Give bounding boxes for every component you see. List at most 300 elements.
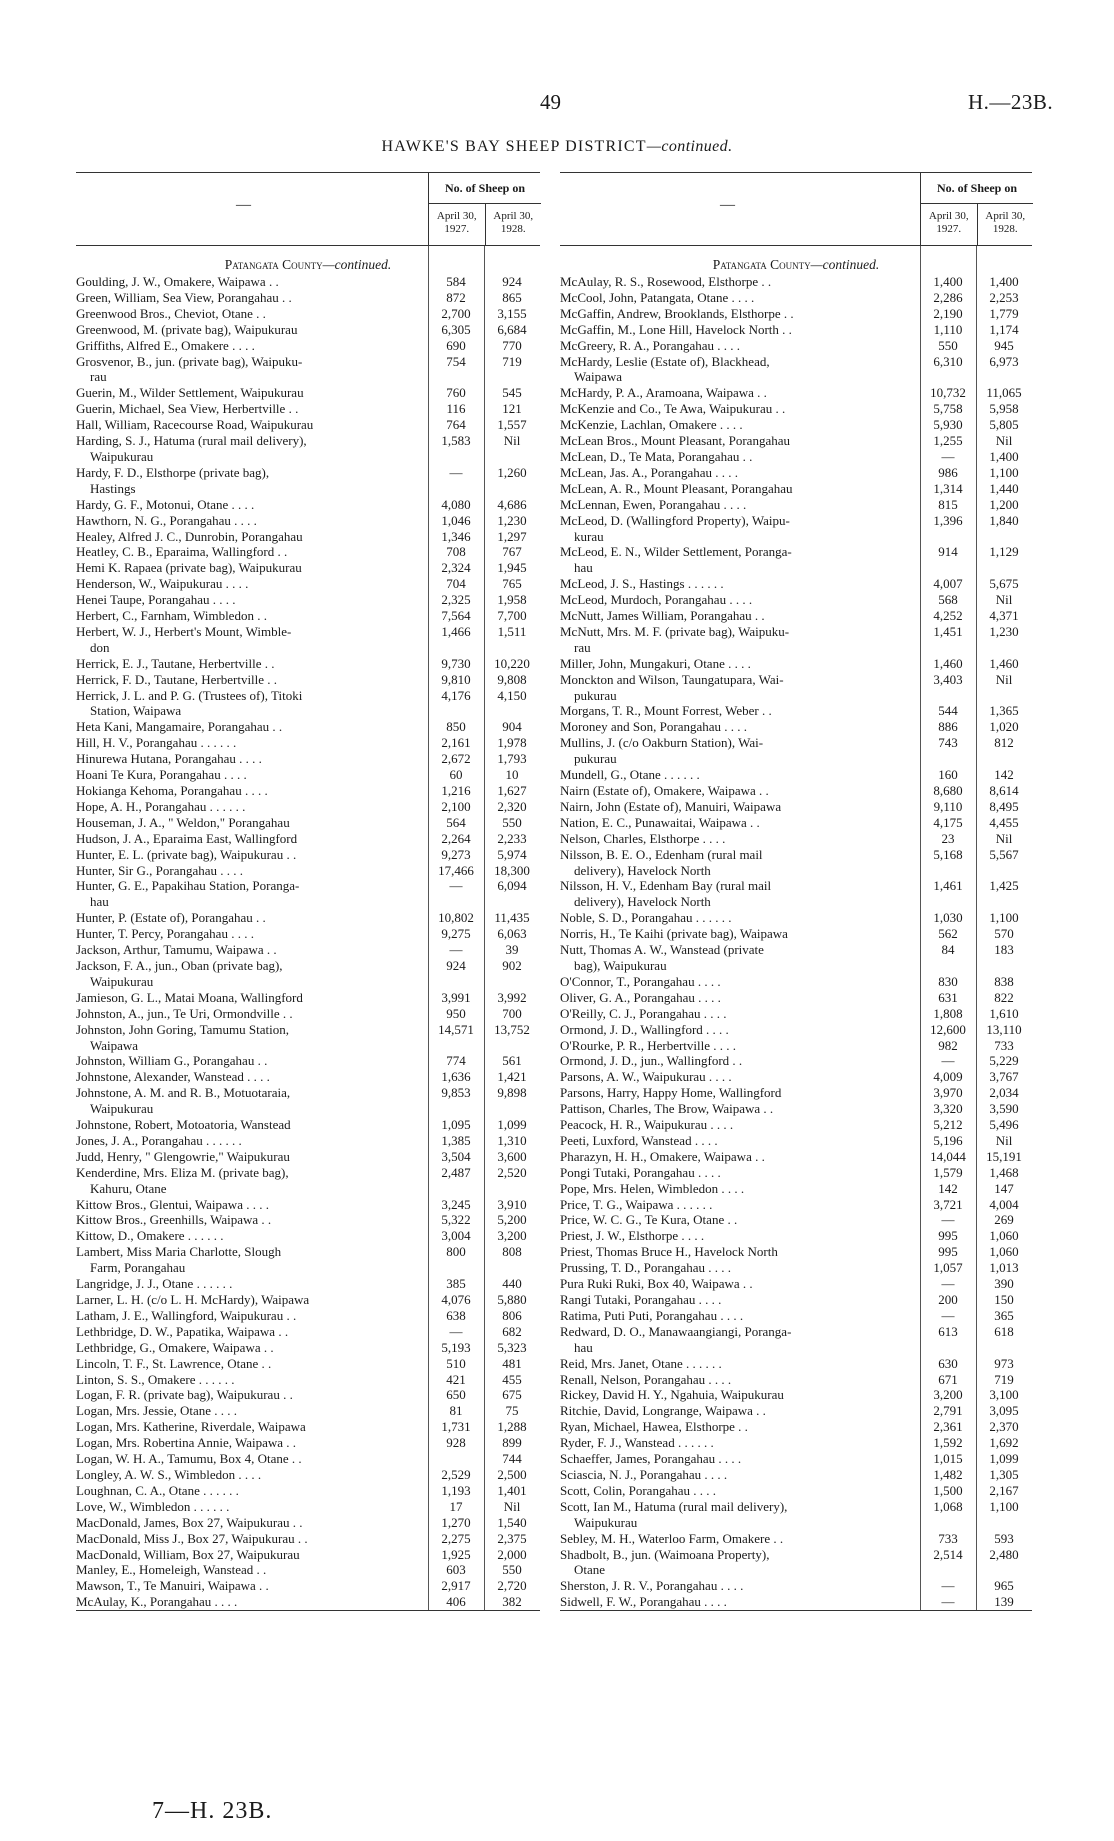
sheep-1928-value: 838 (994, 973, 1014, 989)
sheep-1927-value: 1,482 (933, 1466, 963, 1482)
sheep-1928-value: 904 (502, 719, 522, 735)
owner-name-address: Peeti, Luxford, Wanstead . . . . (560, 1132, 718, 1148)
owner-name-address: Ormond, J. D., Wallingford . . . . (560, 1021, 729, 1037)
sheep-1927-value: 3,991 (441, 989, 471, 1005)
owner-name-address: Jones, J. A., Porangahau . . . . . . (76, 1132, 242, 1148)
owner-name-address: Greenwood, M. (private bag), Waipukurau (76, 321, 298, 337)
sheep-1927-value: 1,451 (933, 623, 963, 639)
sheep-1928-value: 1,540 (497, 1514, 527, 1530)
owner-name-address: McNutt, Mrs. M. F. (private bag), Waipuku- rau (560, 623, 790, 655)
sheep-1928-value: 3,155 (497, 305, 527, 321)
sheep-1928-value: 1,557 (497, 417, 527, 433)
sheep-1928-value: 2,000 (497, 1546, 527, 1562)
sheep-1927-value: 17 (449, 1498, 463, 1514)
sheep-1927-value: 1,015 (933, 1451, 963, 1467)
table-row (76, 910, 540, 926)
sheep-1928-value: 1,099 (989, 1451, 1019, 1467)
owner-name-address: O'Reilly, C. J., Porangahau . . . . (560, 1005, 727, 1021)
table-row (76, 1419, 540, 1435)
sheep-1928-value: 1,421 (497, 1069, 527, 1085)
sheep-1927-value: 4,007 (933, 576, 963, 592)
owner-name-address: Hinurewa Hutana, Porangahau . . . . (76, 751, 262, 767)
sheep-1927-value: 631 (938, 989, 958, 1005)
table-row (76, 322, 540, 338)
sheep-1927-value: 1,636 (441, 1069, 471, 1085)
sheep-1927-value: 2,514 (933, 1546, 963, 1562)
sheep-1928-value: 6,094 (497, 878, 527, 894)
owner-name-address: Hemi K. Rapaea (private bag), Waipukurau (76, 560, 302, 576)
owner-name-address: Monckton and Wilson, Taungatupara, Wai- pukurau (560, 671, 784, 703)
owner-name-address: McLean, D., Te Mata, Porangahau . . (560, 448, 753, 464)
sheep-1928-value: 390 (994, 1276, 1014, 1292)
owner-name-address: Guerin, M., Wilder Settlement, Waipukurau (76, 385, 304, 401)
owner-name-address: Herbert, W. J., Herbert's Mount, Wimble- don (76, 623, 292, 655)
owner-name-address: McCool, John, Patangata, Otane . . . . (560, 289, 755, 305)
sheep-1928-value: 5,567 (989, 846, 1019, 862)
sheep-1928-value: 1,511 (497, 623, 527, 639)
table-row (76, 767, 540, 783)
sheep-1927-value: 17,466 (438, 862, 474, 878)
sheep-1927-value: 5,322 (441, 1212, 471, 1228)
table-row (560, 1260, 1032, 1276)
right-table-header (560, 172, 1032, 246)
sheep-1928-value: 481 (502, 1355, 522, 1371)
sheep-1928-value: 3,767 (989, 1069, 1019, 1085)
table-row (76, 1531, 540, 1547)
sheep-1927-value: — (449, 878, 463, 894)
left-table-body (76, 246, 540, 1611)
table-row (560, 1578, 1032, 1594)
sheep-1928-value: 1,129 (989, 544, 1019, 560)
table-row (76, 385, 540, 401)
right-table-body (560, 246, 1032, 1611)
sheep-1928-value: 121 (502, 401, 522, 417)
owner-name-address: Sidwell, F. W., Porangahau . . . . (560, 1594, 727, 1610)
table-row (76, 608, 540, 624)
owner-name-address: Pura Ruki Ruki, Box 40, Waipawa . . (560, 1276, 753, 1292)
owner-name-address: Logan, Mrs. Jessie, Otane . . . . (76, 1403, 238, 1419)
table-row (560, 1419, 1032, 1435)
table-row (76, 942, 540, 958)
sheep-1928-value: 719 (502, 353, 522, 369)
sheep-1927-value: 3,200 (933, 1387, 963, 1403)
owner-name-address: Jackson, Arthur, Tamumu, Waipawa . . (76, 942, 277, 958)
owner-name-address: Harding, S. J., Hatuma (rural mail delivery), Waipukurau (76, 433, 307, 464)
table-row (560, 1308, 1032, 1324)
sheep-1927-value: 1,400 (933, 274, 963, 289)
owner-name-address: Logan, F. R. (private bag), Waipukurau . . (76, 1387, 293, 1403)
sheep-1927-value: — (941, 1307, 955, 1323)
sheep-1928-value: 8,614 (989, 783, 1019, 798)
sheep-1928-value: 13,752 (494, 1021, 530, 1037)
title-continued: —continued. (646, 138, 733, 155)
table-row (76, 1228, 540, 1244)
sheep-1928-value: 1,692 (989, 1435, 1019, 1451)
table-row (76, 1356, 540, 1372)
owner-name-address: Logan, W. H. A., Tamumu, Box 4, Otane . . (76, 1451, 302, 1467)
sheep-1928-value: 3,100 (989, 1387, 1019, 1403)
owner-name-address: McLeod, J. S., Hastings . . . . . . (560, 576, 724, 592)
page-number: 49 (540, 90, 561, 114)
table-row (560, 990, 1032, 1006)
table-row (560, 942, 1032, 974)
sheep-1927-value: 774 (446, 1053, 466, 1069)
sheep-1928-value: Nil (995, 671, 1013, 687)
sheep-1928-value: 700 (502, 1005, 522, 1021)
table-row (560, 815, 1032, 831)
owner-name-address: Langridge, J. J., Otane . . . . . . (76, 1276, 233, 1292)
sheep-1928-value: 767 (502, 544, 522, 560)
sheep-1927-value: 1,314 (933, 480, 963, 496)
table-row (76, 624, 540, 656)
table-row (76, 751, 540, 767)
sheep-1928-value: 1,401 (497, 1482, 527, 1498)
table-row (560, 767, 1032, 783)
sheep-1927-value: 743 (938, 735, 958, 751)
table-row (76, 1165, 540, 1197)
sheep-1927-value: 562 (938, 926, 958, 942)
owner-name-address: Oliver, G. A., Porangahau . . . . (560, 989, 721, 1005)
owner-name-address: Larner, L. H. (c/o L. H. McHardy), Waipawa (76, 1292, 310, 1307)
owner-name-address: Parsons, A. W., Waipukurau . . . . (560, 1069, 732, 1085)
owner-name-address: Priest, J. W., Elsthorpe . . . . (560, 1228, 705, 1244)
right-table (560, 172, 1032, 1611)
owner-name-address: Lethbridge, D. W., Papatika, Waipawa . . (76, 1323, 289, 1339)
owner-name-address: Lambert, Miss Maria Charlotte, Slough Farm, Porangahau (76, 1244, 282, 1276)
table-row (76, 1053, 540, 1069)
sheep-1928-value: 1,100 (989, 1498, 1019, 1514)
table-row (560, 1165, 1032, 1181)
table-row (76, 1022, 540, 1054)
sheep-1927-value: 1,046 (441, 512, 471, 528)
sheep-1927-value: 1,095 (441, 1117, 471, 1133)
sheep-1928-value: 550 (502, 1562, 522, 1578)
table-row (76, 1451, 540, 1467)
table-row (560, 1212, 1032, 1228)
owner-name-address: McKenzie and Co., Te Awa, Waipukurau . . (560, 401, 786, 417)
owner-name-address: Kenderdine, Mrs. Eliza M. (private bag), Kahuru, Otane (76, 1164, 289, 1196)
sheep-1927-value: 850 (446, 719, 466, 735)
table-row (76, 1340, 540, 1356)
sheep-1928-value: 1,013 (989, 1260, 1019, 1276)
table-row (76, 656, 540, 672)
sheep-1928-value: 1,230 (497, 512, 527, 528)
sheep-1928-value: 5,323 (497, 1339, 527, 1355)
sheep-1927-value: 928 (446, 1435, 466, 1451)
sheep-1927-value: 630 (938, 1355, 958, 1371)
sheep-1927-value: 1,193 (441, 1482, 471, 1498)
table-row (560, 847, 1032, 879)
sheep-1928-value: 973 (994, 1355, 1014, 1371)
table-row (560, 433, 1032, 449)
sheep-1927-value: 603 (446, 1562, 466, 1578)
owner-name-address: Redward, D. O., Manawaangiangi, Poranga- hau (560, 1323, 792, 1355)
table-row (560, 1531, 1032, 1547)
owner-name-address: Pharazyn, H. H., Omakere, Waipawa . . (560, 1148, 765, 1164)
table-row (76, 1467, 540, 1483)
table-row (560, 544, 1032, 576)
owner-name-address: Norris, H., Te Kaihi (private bag), Waipawa (560, 926, 788, 942)
sheep-1928-value: 139 (994, 1594, 1014, 1610)
owner-name-address: Reid, Mrs. Janet, Otane . . . . . . (560, 1355, 722, 1371)
owner-name-address: Pongi Tutaki, Porangahau . . . . (560, 1164, 721, 1180)
sheep-1928-value: 3,590 (989, 1101, 1019, 1117)
owner-name-address: Ryder, F. J., Wanstead . . . . . . (560, 1435, 714, 1451)
sheep-1927-value: 995 (938, 1244, 958, 1260)
owner-name-address: Sciascia, N. J., Porangahau . . . . (560, 1466, 728, 1482)
sheep-1927-value: 1,579 (933, 1164, 963, 1180)
sheep-1928-value: 147 (994, 1180, 1014, 1196)
table-row (560, 1372, 1032, 1388)
sheep-1927-value: 704 (446, 576, 466, 592)
sheep-1928-value: 733 (994, 1037, 1014, 1053)
sheep-count-header (920, 173, 1033, 245)
table-row (560, 354, 1032, 386)
sheep-1928-value: 183 (994, 942, 1014, 958)
sheep-1928-value: 1,610 (989, 1005, 1019, 1021)
table-row (76, 863, 540, 879)
sheep-1928-value: 15,191 (986, 1148, 1022, 1164)
owner-name-address: Ratima, Puti Puti, Porangahau . . . . (560, 1307, 744, 1323)
table-row (76, 1308, 540, 1324)
owner-name-address: Henei Taupe, Porangahau . . . . (76, 592, 236, 608)
owner-name-address: Kittow Bros., Greenhills, Waipawa . . (76, 1212, 272, 1228)
sheep-1927-value: — (941, 1578, 955, 1594)
sheep-1928-value: 18,300 (494, 862, 530, 878)
table-row (560, 322, 1032, 338)
owner-name-address: Hudson, J. A., Eparaima East, Wallingford (76, 830, 298, 846)
owner-name-address: McHardy, Leslie (Estate of), Blackhead, Waipawa (560, 353, 770, 385)
sheep-1928-value: 1,779 (989, 305, 1019, 321)
table-row (76, 958, 540, 990)
sheep-1927-value: 9,810 (441, 671, 471, 687)
sheep-1928-value: 3,910 (497, 1196, 527, 1212)
table-row (560, 1403, 1032, 1419)
table-row (560, 878, 1032, 910)
sheep-1928-value: Nil (995, 830, 1013, 846)
sheep-1928-value: 2,500 (497, 1466, 527, 1482)
sheep-1928-value: 545 (502, 385, 522, 401)
owner-name-address: McNutt, James William, Porangahau . . (560, 608, 765, 624)
owner-name-address: Green, William, Sea View, Porangahau . . (76, 289, 292, 305)
sheep-1928-value: Nil (503, 1498, 521, 1514)
sheep-1928-value: 8,495 (989, 798, 1019, 814)
table-row (76, 799, 540, 815)
table-row (76, 1515, 540, 1531)
footer-label: 7—H. 23B. (152, 1798, 273, 1824)
owner-name-address: McLennan, Ewen, Porangahau . . . . (560, 496, 747, 512)
sheep-1927-value: 60 (449, 767, 463, 783)
owner-name-address: Priest, Thomas Bruce H., Havelock North (560, 1244, 778, 1260)
sheep-1928-value: 550 (502, 814, 522, 830)
owner-name-address: Nation, E. C., Punawaitai, Waipawa . . (560, 814, 760, 830)
table-row (560, 290, 1032, 306)
sheep-1928-value: 675 (502, 1387, 522, 1403)
owner-name-address: Johnston, John Goring, Tamumu Station, Waipawa (76, 1021, 289, 1053)
sheep-1927-value: 10,732 (930, 385, 966, 401)
sheep-1928-value: 1,060 (989, 1228, 1019, 1244)
sheep-1927-value: 9,853 (441, 1085, 471, 1101)
sheep-1928-value: 1,793 (497, 751, 527, 767)
table-row (560, 1053, 1032, 1069)
sheep-1928-value: 2,720 (497, 1578, 527, 1594)
table-row (560, 592, 1032, 608)
sheep-1928-value: 806 (502, 1307, 522, 1323)
sheep-1927-value: 5,930 (933, 417, 963, 433)
sheep-1927-value: 800 (446, 1244, 466, 1260)
sheep-1928-value: 2,375 (497, 1530, 527, 1546)
sheep-1928-value: 9,808 (497, 671, 527, 687)
sheep-1927-value: — (941, 1594, 955, 1610)
owner-name-address: Loughnan, C. A., Otane . . . . . . (76, 1482, 239, 1498)
sheep-1928-value: 1,260 (497, 464, 527, 480)
owner-name-address: Henderson, W., Waipukurau . . . . (76, 576, 249, 592)
sheep-1927-value: 84 (941, 942, 955, 958)
sheep-1928-value: 899 (502, 1435, 522, 1451)
april-1927-header: April 30, 1927. (928, 210, 969, 235)
table-row (560, 1292, 1032, 1308)
sheep-1927-value: 1,270 (441, 1514, 471, 1530)
owner-name-address: Johnston, William G., Porangahau . . (76, 1053, 268, 1069)
owner-name-address: Hawthorn, N. G., Porangahau . . . . (76, 512, 257, 528)
table-row (560, 1451, 1032, 1467)
sheep-1927-value: 2,529 (441, 1466, 471, 1482)
table-row (76, 990, 540, 1006)
sheep-1927-value: 1,731 (441, 1419, 471, 1435)
table-row (76, 847, 540, 863)
sheep-1928-value: 1,400 (989, 274, 1019, 289)
sheep-1928-value: 822 (994, 989, 1014, 1005)
table-row (76, 1372, 540, 1388)
sheep-1928-value: 1,297 (497, 528, 527, 544)
table-row (76, 465, 540, 497)
table-row (76, 1562, 540, 1578)
owner-name-address: Hope, A. H., Porangahau . . . . . . (76, 798, 246, 814)
sheep-1928-value: 3,200 (497, 1228, 527, 1244)
table-row (560, 1594, 1032, 1610)
owner-name-address: McAulay, K., Porangahau . . . . (76, 1594, 238, 1610)
owner-name-address: Judd, Henry, " Glengowrie," Waipukurau (76, 1148, 290, 1164)
sheep-1927-value: 4,175 (933, 814, 963, 830)
sheep-1928-value: 3,992 (497, 989, 527, 1005)
sheep-1928-value: 4,004 (989, 1196, 1019, 1212)
owner-name-address: Guerin, Michael, Sea View, Herbertville . . (76, 401, 299, 417)
owner-name-address: Sherston, J. R. V., Porangahau . . . . (560, 1578, 744, 1594)
owner-name-address: Prussing, T. D., Porangahau . . . . (560, 1260, 732, 1276)
table-row (560, 1228, 1032, 1244)
sheep-1927-value: 2,700 (441, 305, 471, 321)
sheep-1927-value: 3,245 (441, 1196, 471, 1212)
owner-name-address: Nutt, Thomas A. W., Wanstead (private bag), Waipukurau (560, 942, 764, 973)
sheep-1928-value: 1,230 (989, 623, 1019, 639)
owner-name-address: Nairn (Estate of), Omakere, Waipawa . . (560, 783, 769, 798)
sheep-1927-value: 160 (938, 767, 958, 783)
sheep-1927-value: 1,925 (441, 1546, 471, 1562)
sheep-1928-value: 1,425 (989, 878, 1019, 894)
sheep-1928-value: 4,371 (989, 608, 1019, 624)
owner-name-address: Kittow Bros., Glentui, Waipawa . . . . (76, 1196, 269, 1212)
table-row (76, 576, 540, 592)
table-row (560, 719, 1032, 735)
table-row (560, 1387, 1032, 1403)
table-row (76, 529, 540, 545)
sheep-1928-value: Nil (995, 433, 1013, 449)
april-1927-header: April 30, 1927. (436, 210, 477, 235)
sheep-1927-value: 1,346 (441, 528, 471, 544)
sheep-1928-value: 1,200 (989, 496, 1019, 512)
sheep-1928-value: 5,958 (989, 401, 1019, 417)
sheep-1927-value: 510 (446, 1355, 466, 1371)
sheep-1928-value: 1,099 (497, 1117, 527, 1133)
owner-name-address: MacDonald, James, Box 27, Waipukurau . . (76, 1514, 303, 1530)
sheep-1927-value: 1,583 (441, 433, 471, 449)
owner-name-address: Hunter, Sir G., Porangahau . . . . (76, 862, 244, 878)
owner-name-address: Schaeffer, James, Porangahau . . . . (560, 1451, 742, 1467)
sheep-1927-value: 200 (938, 1292, 958, 1307)
sheep-1927-value: 2,325 (441, 592, 471, 608)
sheep-1927-value: 568 (938, 592, 958, 608)
owner-name-address: O'Rourke, P. R., Herbertville . . . . (560, 1037, 737, 1053)
owner-name-address: Hardy, G. F., Motonui, Otane . . . . (76, 496, 255, 512)
sheep-1928-value: 1,060 (989, 1244, 1019, 1260)
sheep-1927-value (428, 1451, 484, 1467)
owner-name-address: Healey, Alfred J. C., Dunrobin, Porangahau (76, 528, 303, 544)
owner-name-address: Johnstone, Alexander, Wanstead . . . . (76, 1069, 270, 1085)
table-row (76, 417, 540, 433)
sheep-1927-value: 671 (938, 1371, 958, 1387)
sheep-1927-value: 142 (938, 1180, 958, 1196)
sheep-1928-value: 1,174 (989, 321, 1019, 337)
table-row (76, 401, 540, 417)
sheep-1928-value: 9,898 (497, 1085, 527, 1101)
sheep-1928-value: 965 (994, 1578, 1014, 1594)
sheep-1928-value: 1,365 (989, 703, 1019, 719)
owner-name-address: Jamieson, G. L., Matai Moana, Wallingford (76, 989, 303, 1005)
sheep-1927-value: 986 (938, 464, 958, 480)
sheep-1927-value: 1,460 (933, 655, 963, 671)
sheep-1928-value: 1,440 (989, 480, 1019, 496)
table-row (76, 1387, 540, 1403)
sheep-1927-value: 1,396 (933, 512, 963, 528)
table-row (76, 290, 540, 306)
sheep-1927-value: 5,193 (441, 1339, 471, 1355)
owner-name-address: Nelson, Charles, Elsthorpe . . . . (560, 830, 726, 846)
owner-name-address: Parsons, Harry, Happy Home, Wallingford (560, 1085, 782, 1101)
sheep-1928-value: 1,310 (497, 1132, 527, 1148)
owner-name-address: Hardy, F. D., Elsthorpe (private bag), Hastings (76, 464, 270, 496)
table-row (560, 306, 1032, 322)
sheep-1927-value: 5,758 (933, 401, 963, 417)
sheep-1927-value: 544 (938, 703, 958, 719)
sheep-1928-value: 719 (994, 1371, 1014, 1387)
sheep-1927-value: 754 (446, 353, 466, 369)
owner-name-address: MacDonald, William, Box 27, Waipukurau (76, 1546, 300, 1562)
sheep-1928-value: 365 (994, 1307, 1014, 1323)
document-reference: H.—23B. (968, 90, 1054, 114)
sheep-1927-value: 1,057 (933, 1260, 963, 1276)
table-row (560, 385, 1032, 401)
owner-name-address: Hill, H. V., Porangahau . . . . . . (76, 735, 237, 751)
sheep-1928-value: 10 (505, 767, 519, 783)
sheep-1927-value: 995 (938, 1228, 958, 1244)
owner-name-address: Peacock, H. R., Waipukurau . . . . (560, 1117, 734, 1133)
owner-name-address: Renall, Nelson, Porangahau . . . . (560, 1371, 732, 1387)
title-main: HAWKE'S BAY SHEEP DISTRICT (381, 138, 647, 155)
sheep-1927-value: 9,110 (933, 798, 963, 814)
sheep-1928-value: 269 (994, 1212, 1014, 1228)
sheep-1927-value: — (449, 1323, 463, 1339)
sheep-1928-value: 13,110 (986, 1021, 1022, 1037)
